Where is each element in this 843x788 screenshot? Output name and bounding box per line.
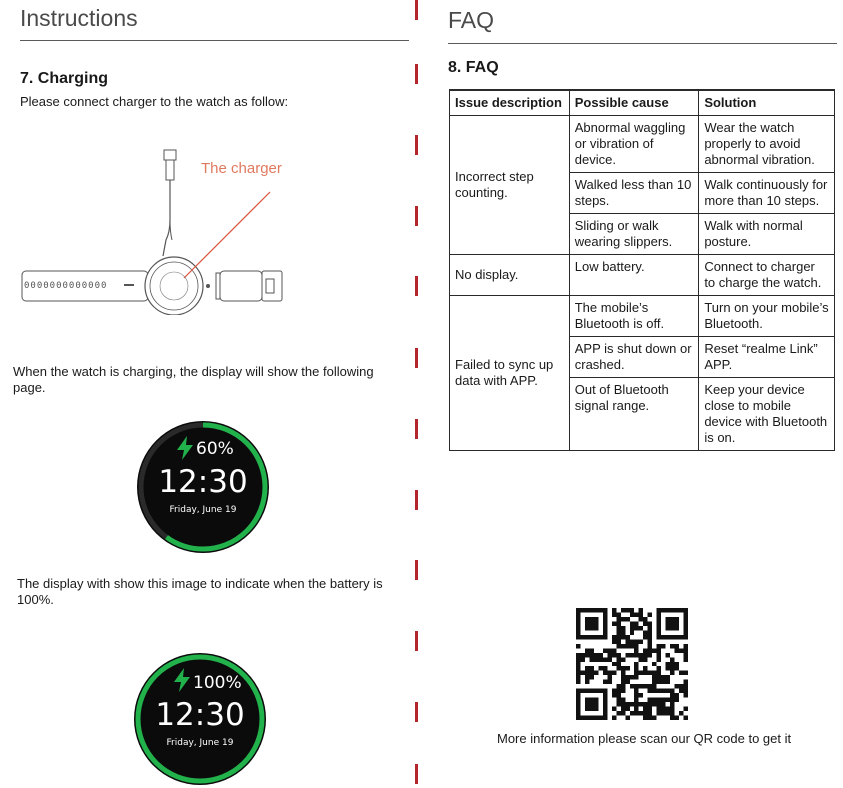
issue-cell: No display. xyxy=(450,255,570,296)
watch-time-full: 12:30 xyxy=(155,697,245,733)
divider-dash xyxy=(415,0,418,20)
charging-section-title: 7. Charging xyxy=(20,70,109,87)
table-row xyxy=(450,116,835,173)
divider-dash xyxy=(415,64,418,84)
divider-dash xyxy=(415,276,418,296)
cause-cell: Sliding or walk wearing slippers. xyxy=(569,214,699,255)
faq-section-title: 8. FAQ xyxy=(448,59,499,76)
divider-dash xyxy=(415,490,418,510)
battery-percent: 60% xyxy=(196,439,234,459)
left-header-rule xyxy=(20,40,409,41)
charger-label: The charger xyxy=(201,160,282,177)
qr-caption: More information please scan our QR code to get it xyxy=(497,731,792,746)
solution-cell: Walk with normal posture. xyxy=(699,214,835,255)
battery-percent-full: 100% xyxy=(193,673,242,693)
divider-dash xyxy=(415,348,418,368)
watch-time: 12:30 xyxy=(158,464,248,500)
issue-cell: Failed to sync up data with APP. xyxy=(450,296,570,451)
solution-cell: Turn on your mobile’s Bluetooth. xyxy=(699,296,835,337)
cause-cell: Low battery. xyxy=(569,255,699,296)
charging-display-text: When the watch is charging, the display will show the following page. xyxy=(13,364,374,395)
solution-cell: Connect to charger to charge the watch. xyxy=(699,255,835,296)
charging-intro-text: Please connect charger to the watch as follow: xyxy=(20,94,289,109)
full-battery-text: The display with show this image to indicate when the battery is 100%. xyxy=(17,576,383,607)
divider-dash xyxy=(415,135,418,155)
solution-cell: Keep your device close to mobile device with Bluetooth is on. xyxy=(699,378,835,451)
cause-cell: Out of Bluetooth signal range. xyxy=(569,378,699,451)
divider-dash xyxy=(415,206,418,226)
solution-cell: Wear the watch properly to avoid abnormal vibration. xyxy=(699,116,835,173)
watch-date: Friday, June 19 xyxy=(169,505,237,515)
watch-case xyxy=(145,257,203,315)
header-cause: Possible cause xyxy=(569,90,699,116)
watch-strap-right xyxy=(220,271,262,301)
faq-table xyxy=(449,89,835,451)
strap-digits: 0000000000000 xyxy=(24,281,108,291)
left-page-header: Instructions xyxy=(20,5,138,31)
cause-cell: Walked less than 10 steps. xyxy=(569,173,699,214)
table-row xyxy=(450,255,835,296)
header-solution: Solution xyxy=(699,90,835,116)
solution-cell: Walk continuously for more than 10 steps. xyxy=(699,173,835,214)
header-issue: Issue description xyxy=(450,90,570,116)
divider-dash xyxy=(415,702,418,722)
divider-dash xyxy=(415,631,418,651)
lightning-bolt-icon xyxy=(176,436,194,460)
watch-date-full: Friday, June 19 xyxy=(166,738,234,748)
issue-cell: Incorrect step counting. xyxy=(450,116,570,255)
qr-code[interactable] xyxy=(576,608,688,720)
right-header-rule xyxy=(448,43,837,44)
table-row xyxy=(450,296,835,337)
right-page-header: FAQ xyxy=(448,7,495,33)
charger-plug-icon xyxy=(164,150,176,160)
divider-dash xyxy=(415,764,418,784)
lightning-bolt-icon xyxy=(173,668,191,692)
faq-table-header xyxy=(450,90,835,116)
divider-dash xyxy=(415,560,418,580)
cause-cell: APP is shut down or crashed. xyxy=(569,337,699,378)
cause-cell: The mobile’s Bluetooth is off. xyxy=(569,296,699,337)
divider-dash xyxy=(415,419,418,439)
cause-cell: Abnormal waggling or vibration of device. xyxy=(569,116,699,173)
solution-cell: Reset “realme Link” APP. xyxy=(699,337,835,378)
